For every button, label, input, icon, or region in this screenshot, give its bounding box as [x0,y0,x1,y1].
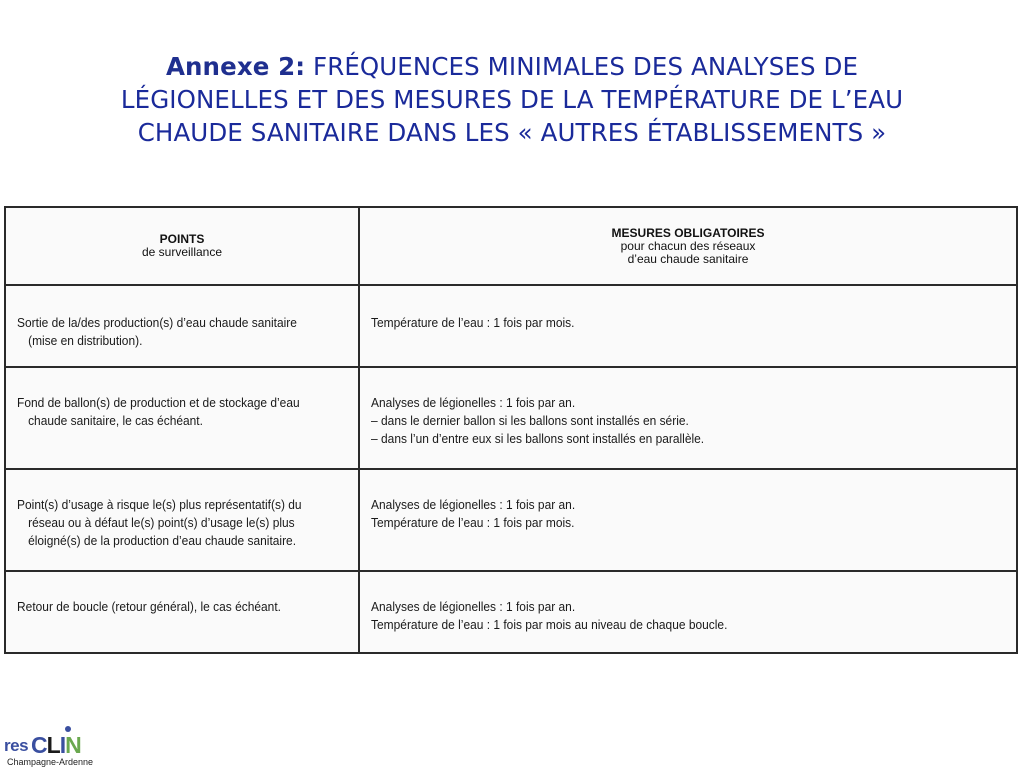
title-line-1 [20,50,1004,83]
point-cell [5,367,359,469]
logo-clin: CLIN [31,732,81,758]
table-header-row [5,207,1017,285]
table-row [5,285,1017,367]
logo-res: res [4,736,29,755]
point-line: éloigné(s) de la production d’eau chaude sanitaire. [28,533,297,548]
point-cell [5,285,359,367]
point-line: Fond de ballon(s) de production et de stockage d’eau [17,395,300,410]
mesure-line: Analyses de légionelles : 1 fois par an. [371,395,576,410]
header-points-title: POINTS [159,232,205,246]
mesure-cell [359,285,1017,367]
frequency-table [4,206,1016,652]
mesure-cell [359,571,1017,653]
logo-subtitle: Champagne-Ardenne [7,757,94,767]
mesure-line: Analyses de légionelles : 1 fois par an. [371,599,576,614]
title-prefix: Annexe 2: [165,52,306,81]
point-cell [5,469,359,571]
header-mesures-subtitle-2: d’eau chaude sanitaire [627,251,749,266]
mesure-line: Température de l’eau : 1 fois par mois. [371,515,575,530]
table-row [5,367,1017,469]
resclin-logo [4,724,104,768]
table-row [5,469,1017,571]
page-title [20,50,1004,149]
point-line: chaude sanitaire, le cas échéant. [28,413,203,428]
header-mesures [359,207,1017,285]
mesure-line: Température de l’eau : 1 fois par mois. [371,315,575,330]
mesure-cell [359,469,1017,571]
point-line: Retour de boucle (retour général), le cas échéant. [17,599,281,614]
header-mesures-title: MESURES OBLIGATOIRES [611,225,765,240]
table-row [5,571,1017,653]
mesure-line: Analyses de légionelles : 1 fois par an. [371,497,576,512]
point-line: Point(s) d’usage à risque le(s) plus représentatif(s) du [17,497,302,512]
mesure-cell [359,367,1017,469]
header-points [5,207,359,285]
point-line: Sortie de la/des production(s) d’eau chaude sanitaire [17,315,297,330]
header-mesures-subtitle-1: pour chacun des réseaux [620,238,756,253]
title-line-3: CHAUDE SANITAIRE DANS LES « AUTRES ÉTABLISSEMENTS » [137,118,887,147]
mesure-line: – dans l’un d’entre eux si les ballons sont installés en parallèle. [371,431,705,446]
title-text-1: FRÉQUENCES MINIMALES DES ANALYSES DE [313,52,859,81]
point-cell [5,571,359,653]
point-line: (mise en distribution). [28,333,143,348]
mesure-line: – dans le dernier ballon si les ballons sont installés en série. [371,413,689,428]
point-line: réseau ou à défaut le(s) point(s) d’usage le(s) plus [28,515,295,530]
title-line-2: LÉGIONELLES ET DES MESURES DE LA TEMPÉRATURE DE L’EAU [120,85,904,114]
header-points-subtitle: de surveillance [141,245,223,259]
mesure-line: Température de l’eau : 1 fois par mois au niveau de chaque boucle. [371,617,728,632]
